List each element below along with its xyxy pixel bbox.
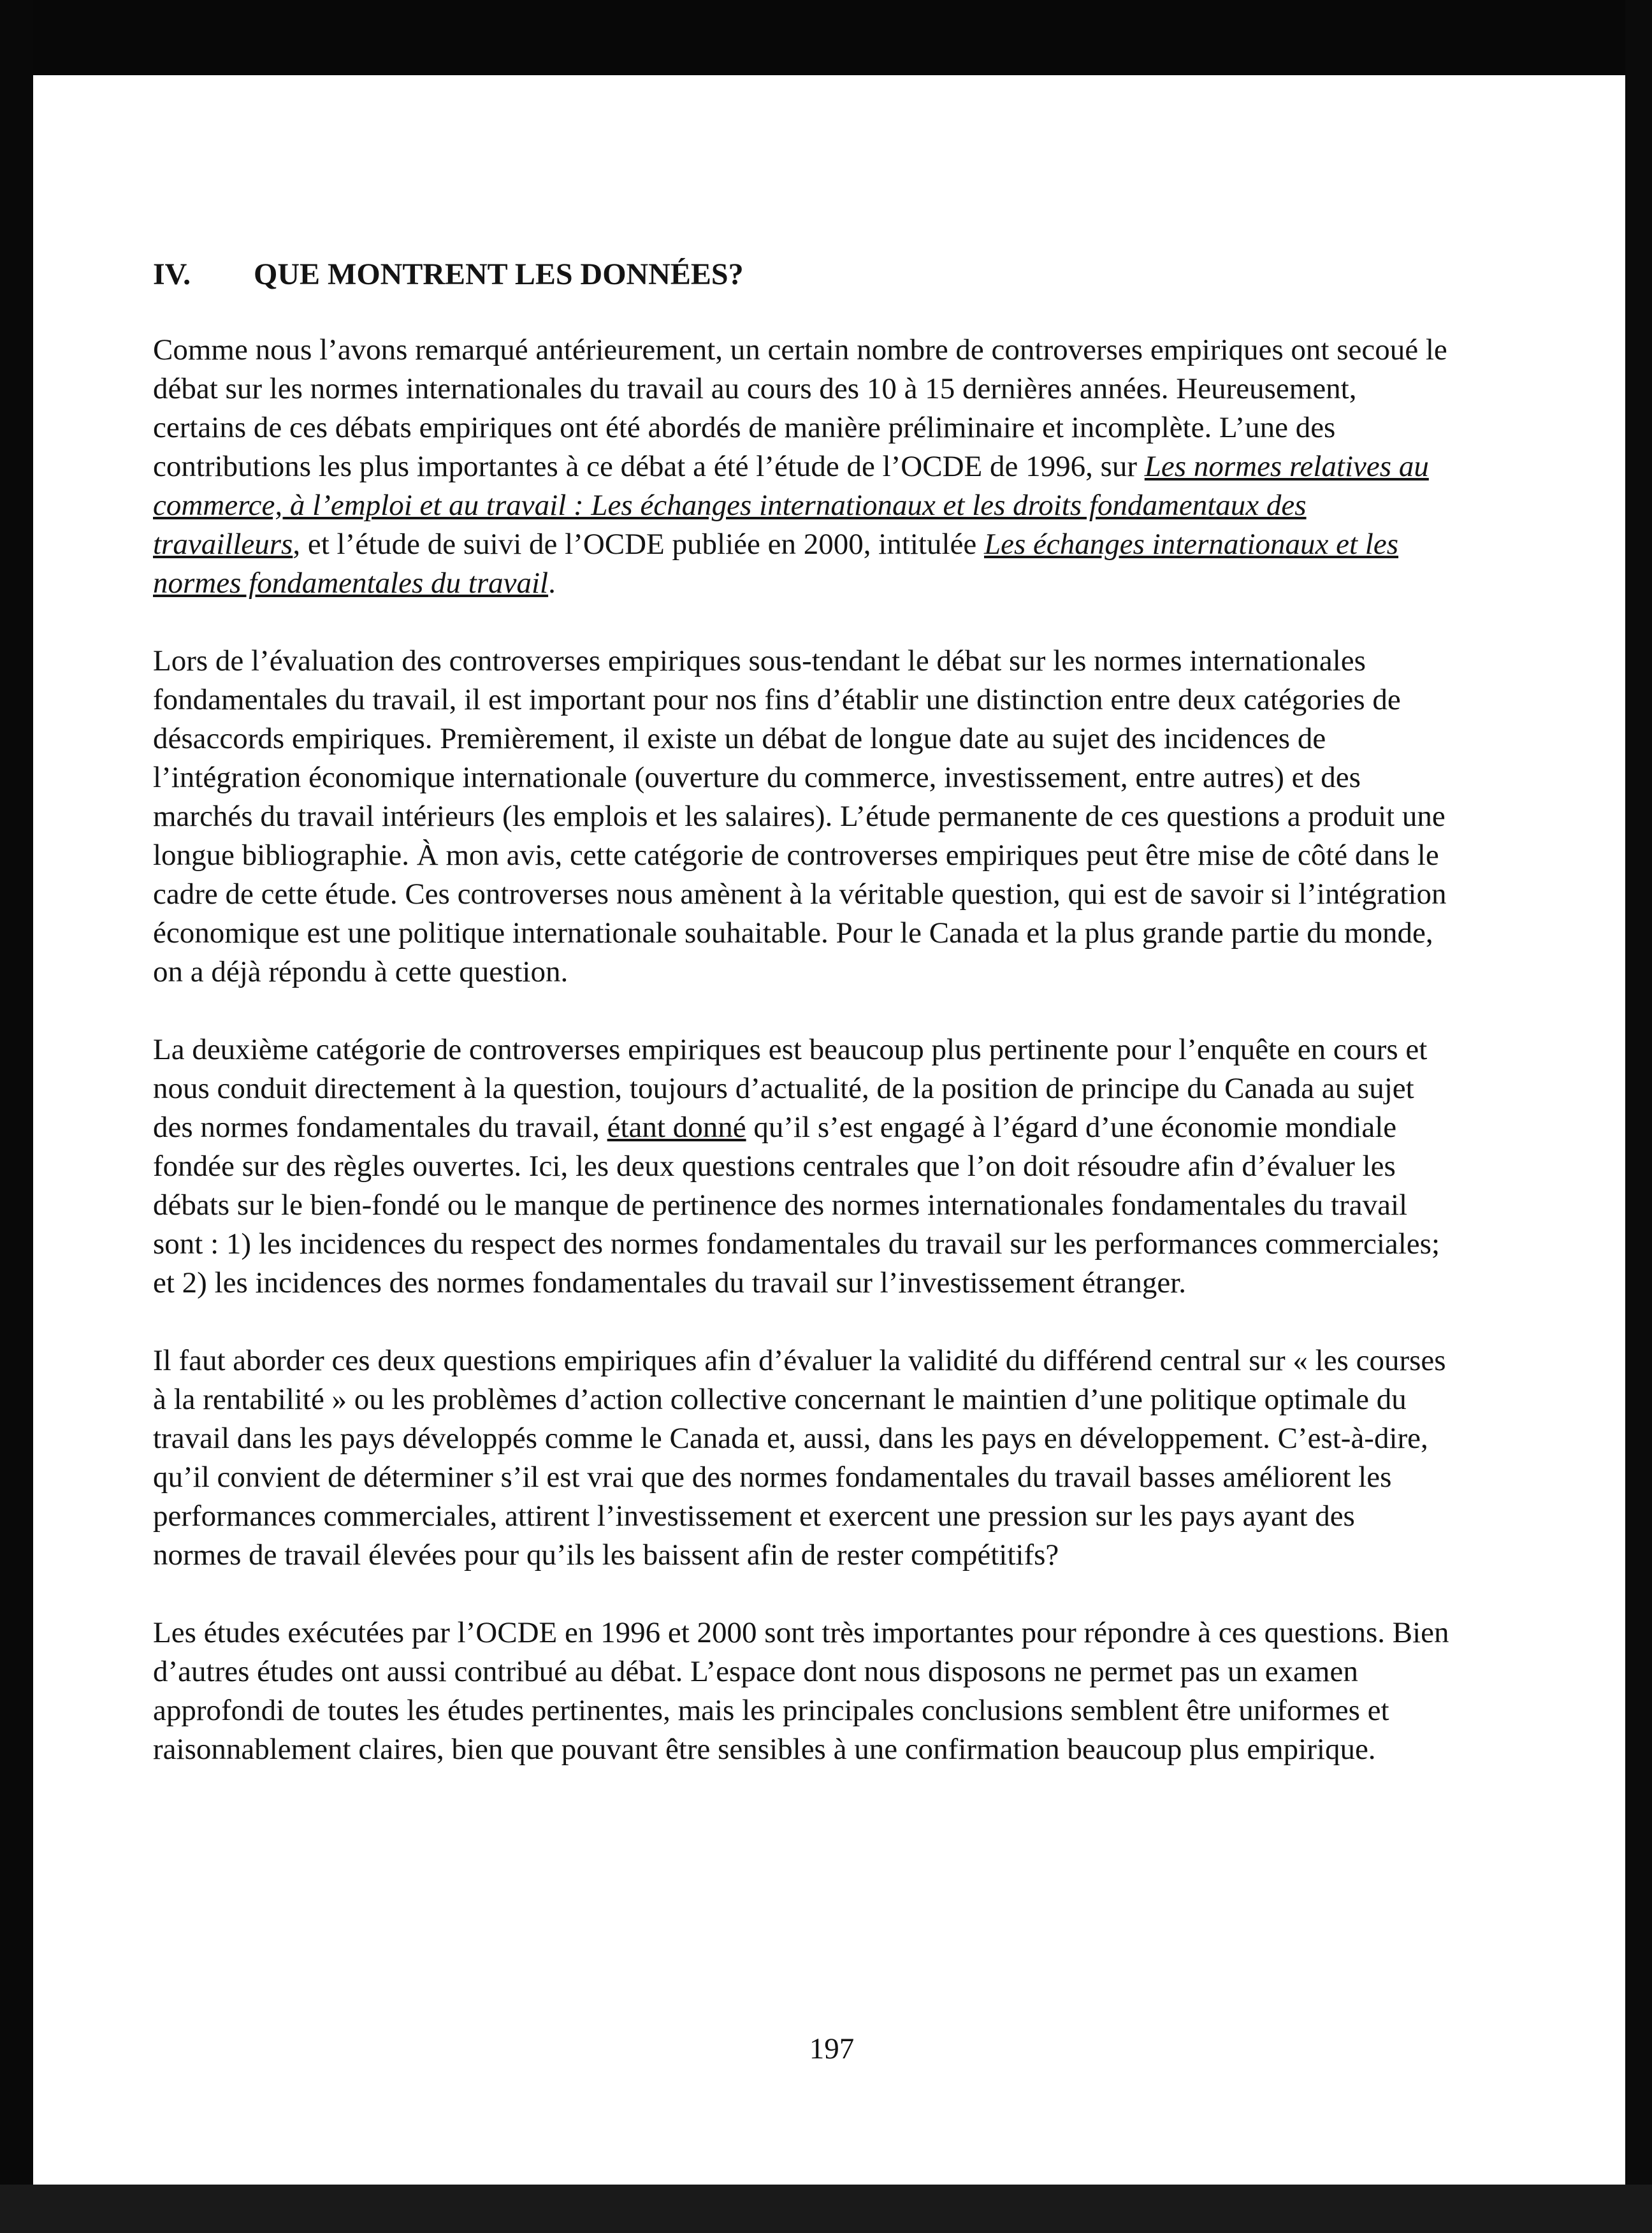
- paragraph-2: Lors de l’évaluation des controverses empiriques sous-tendant le débat sur les normes internationales fondamentales du travail, il est important pour nos fins d’établir une distinction entre deux catégories de désaccords empiriques. Premièrement, il existe un débat de longue date au sujet des incidences de l’intégration économique internationale (ouverture du commerce, investissement, entre autres) et des marchés du travail intérieurs (les emplois et les salaires). L’étude permanente de ces questions a produit une longue bibliographie. À mon avis, cette catégorie de controverses empiriques peut être mise de côté dans le cadre de cette étude. Ces controverses nous amènent à la véritable question, qui est de savoir si l’intégration économique est une politique internationale souhaitable. Pour le Canada et la plus grande partie du monde, on a déjà répondu à cette question.: [153, 644, 1447, 988]
- paragraph-1-text-a: Comme nous l’avons remarqué antérieurement, un certain nombre de controverses empiriques ont secoué le débat sur les normes internationales du travail au cours des 10 à 15 dernières années. Heureusement, certains de ces débats empiriques ont été abordés de manière préliminaire et incomplète. L’une des contributions les plus importantes à ce débat a été l’étude de l’OCDE de 1996, sur: [153, 333, 1447, 483]
- paragraph-5: Les études exécutées par l’OCDE en 1996 et 2000 sont très importantes pour répondre à ces questions. Bien d’autres études ont aussi contribué au débat. L’espace dont nous disposons ne permet pas un examen approfondi de toutes les études pertinentes, mais les principales conclusions semblent être uniformes et raisonnablement claires, bien que pouvant être sensibles à une confirmation beaucoup plus empirique.: [153, 1616, 1449, 1766]
- scan-border-top: [0, 0, 1652, 75]
- scan-border-bottom: [0, 2185, 1652, 2233]
- oecd-2000-study-title: Les échanges internationaux et les normes fondamentales du travail: [153, 528, 1399, 600]
- page-number: 197: [809, 2032, 855, 2065]
- paragraph-3-text-b: qu’il s’est engagé à l’égard d’une économie mondiale fondée sur des règles ouvertes. Ici, les deux questions centrales que l’on doit résoudre afin d’évaluer les débats sur le bien-fondé ou le manque de pertinence des normes internationales fondamentales du travail sont : 1) les incidences du respect des normes fondamentales du travail sur les performances commerciales; et 2) les incidences des normes fondamentales du travail sur l’investissement étranger.: [153, 1111, 1440, 1299]
- paragraph-1-text-b: , et l’étude de suivi de l’OCDE publiée en 2000, intitulée: [293, 528, 984, 561]
- paragraph-1-text-c: .: [548, 567, 556, 600]
- paragraph-3-text-a: La deuxième catégorie de controverses empiriques est beaucoup plus pertinente pour l’enquête en cours et nous conduit directement à la question, toujours d’actualité, de la position de principe du Canada au sujet des normes fondamentales du travail,: [153, 1033, 1428, 1144]
- scan-border-right: [1625, 0, 1652, 2233]
- paragraph-3: [153, 1030, 1450, 1303]
- page-content: [153, 255, 1450, 1808]
- underlined-phrase: étant donné: [607, 1111, 746, 1144]
- section-number: IV.: [153, 257, 191, 291]
- oecd-1996-study-title: Les normes relatives au commerce, à l’emploi et au travail : Les échanges internationaux et les droits fondamentaux des travailleurs: [153, 450, 1429, 561]
- paragraph-1: [153, 331, 1450, 603]
- document-page: [45, 83, 1619, 2179]
- paragraph-4: Il faut aborder ces deux questions empiriques afin d’évaluer la validité du différend central sur « les courses à la rentabilité » ou les problèmes d’action collective concernant le maintien d’une politique optimale du travail dans les pays développés comme le Canada et, aussi, dans les pays en développement. C’est-à-dire, qu’il convient de déterminer s’il est vrai que des normes fondamentales du travail basses améliorent les performances commerciales, attirent l’investissement et exercent une pression sur les pays ayant des normes de travail élevées pour qu’ils les baissent afin de rester compétitifs?: [153, 1344, 1446, 1572]
- section-heading: [153, 255, 1450, 294]
- section-title: QUE MONTRENT LES DONNÉES?: [254, 257, 744, 291]
- scan-border-left: [0, 0, 33, 2233]
